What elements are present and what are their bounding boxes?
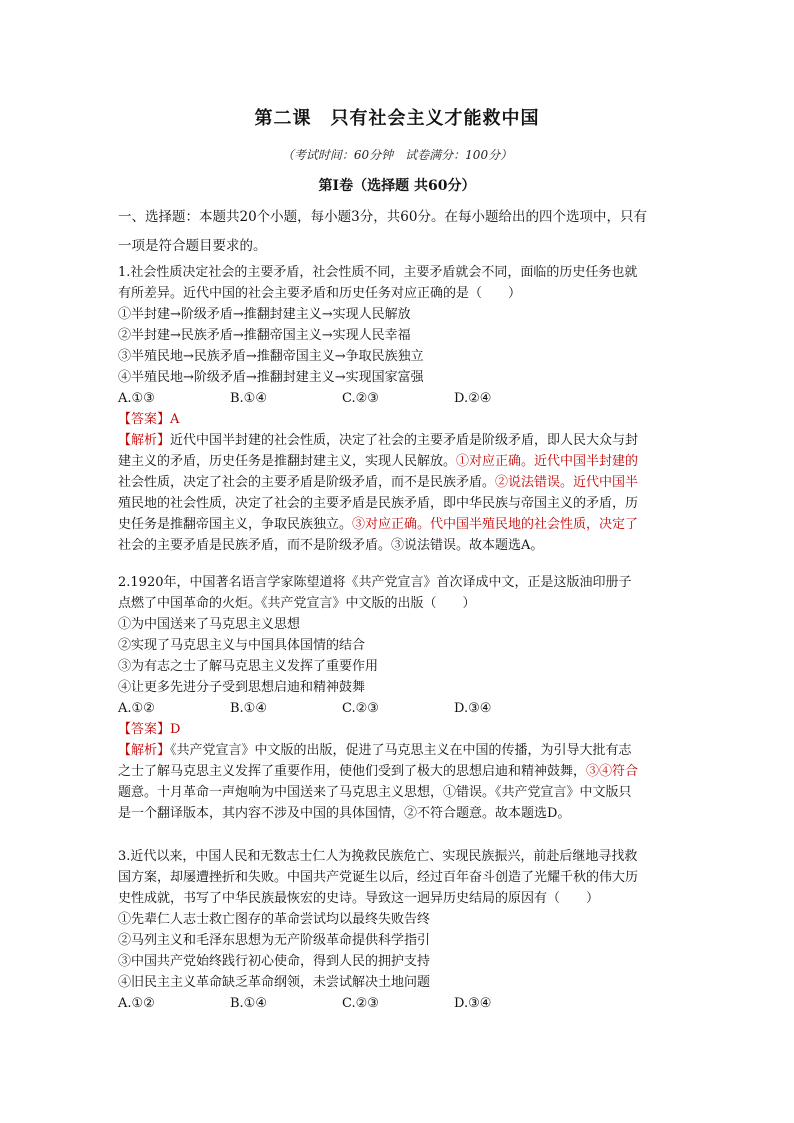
exam-info: （考试时间：60分钟 试卷满分：100分） xyxy=(281,148,513,162)
question-stem: 国方案，却屡遭挫折和失败。中国共产党诞生以后，经过百年奋斗创造了光耀千秋的伟大历 xyxy=(118,870,639,885)
option-d: D.③④ xyxy=(454,996,492,1011)
analysis-line xyxy=(118,740,678,761)
instructions xyxy=(118,203,690,261)
question-item: ③半殖民地→民族矛盾→推翻帝国主义→争取民族独立 xyxy=(118,349,424,364)
question-1 xyxy=(118,262,678,556)
question-3 xyxy=(118,846,678,1014)
question-stem: 2.1920年，中国著名语言学家陈望道将《共产党宣言》首次译成中文，正是这版油印册子 xyxy=(118,575,632,590)
answer: 【答案】A xyxy=(118,412,180,427)
analysis-text: 史任务是推翻帝国主义，争取民族独立。 xyxy=(118,517,353,532)
analysis-text: 题意。十月革命一声炮响为中国送来了马克思主义思想，①错误。《共产党宣言》中文版只 xyxy=(118,785,632,800)
analysis-line xyxy=(118,782,678,803)
analysis-highlight: ②说法错误。近代中国半 xyxy=(495,475,639,490)
question-stem: 3.近代以来，中国人民和无数志士仁人为挽救民族危亡、实现民族振兴，前赴后继地寻找救 xyxy=(118,849,638,864)
analysis-line xyxy=(118,803,678,824)
analysis-text: 殖民地的社会性质，决定了社会的主要矛盾是民族矛盾，即中华民族与帝国主义的矛盾，历 xyxy=(118,496,639,511)
answer: 【答案】D xyxy=(118,722,181,737)
option-b: B.①④ xyxy=(230,701,267,716)
option-b: B.①④ xyxy=(230,996,267,1011)
question-item: ②实现了马克思主义与中国具体国情的结合 xyxy=(118,638,366,653)
option-a: A.①② xyxy=(118,996,155,1011)
question-item: ①半封建→阶级矛盾→推翻封建主义→实现人民解放 xyxy=(118,307,411,322)
analysis-text: 之士了解马克思主义发挥了重要作用，使他们受到了极大的思想启迪和精神鼓舞， xyxy=(118,764,587,779)
option-b: B.①④ xyxy=(230,391,267,406)
question-item: ①为中国送来了马克思主义思想 xyxy=(118,617,301,632)
analysis-line xyxy=(118,472,678,493)
analysis-text: 社会性质，决定了社会的主要矛盾是阶级矛盾，而不是民族矛盾。 xyxy=(118,475,496,490)
analysis-text: 近代中国半封建的社会性质，决定了社会的主要矛盾是阶级矛盾，即人民大众与封 xyxy=(170,433,639,448)
answer-options xyxy=(118,993,678,1014)
question-stem: 点燃了中国革命的火炬。《共产党宣言》中文版的出版（ ） xyxy=(118,596,476,611)
question-stem: 1.社会性质决定社会的主要矛盾，社会性质不同，主要矛盾就会不同，面临的历史任务也就 xyxy=(118,265,638,280)
analysis-highlight: ③④符合 xyxy=(586,764,639,779)
question-item: ④让更多先进分子受到思想启迪和精神鼓舞 xyxy=(118,680,366,695)
question-stem: 史性成就，书写了中华民族最恢宏的史诗。导致这一迥异历史结局的原因有（ ） xyxy=(118,891,600,906)
question-item: ④半殖民地→阶级矛盾→推翻封建主义→实现国家富强 xyxy=(118,370,424,385)
analysis-line xyxy=(118,761,678,782)
analysis-line xyxy=(118,430,678,451)
question-item: ②半封建→民族矛盾→推翻帝国主义→实现人民幸福 xyxy=(118,328,411,343)
question-item: ③为有志之士了解马克思主义发挥了重要作用 xyxy=(118,659,379,674)
analysis-line xyxy=(118,535,678,556)
analysis-highlight: ①对应正确。近代中国半封建的 xyxy=(456,454,639,469)
option-d: D.③④ xyxy=(454,701,492,716)
analysis-label: 【解析】 xyxy=(118,743,171,758)
option-c: C.②③ xyxy=(342,701,379,716)
option-a: A.①③ xyxy=(118,391,155,406)
analysis-text: 是一个翻译版本，其内容不涉及中国的具体国情，②不符合题意。故本题选D。 xyxy=(118,806,571,821)
instruction-line: 一项是符合题目要求的。 xyxy=(118,238,267,254)
answer-options xyxy=(118,698,678,719)
question-item: ②马列主义和毛泽东思想为无产阶级革命提供科学指引 xyxy=(118,933,431,948)
page-title: 第二课 只有社会主义才能救中国 xyxy=(254,108,540,129)
option-a: A.①② xyxy=(118,701,155,716)
analysis-line xyxy=(118,451,678,472)
analysis-text: 建主义的矛盾，历史任务是推翻封建主义，实现人民解放。 xyxy=(118,454,457,469)
analysis-line xyxy=(118,493,678,514)
answer-options xyxy=(118,388,678,409)
question-stem: 有所差异。近代中国的社会主要矛盾和历史任务对应正确的是（ ） xyxy=(118,286,522,301)
instruction-line: 一、选择题：本题共20个小题，每小题3分，共60分。在每小题给出的四个选项中，只有 xyxy=(118,209,647,225)
analysis-label: 【解析】 xyxy=(118,433,171,448)
analysis-text: 社会的主要矛盾是民族矛盾，而不是阶级矛盾。③说法错误。故本题选A。 xyxy=(118,538,544,553)
analysis-highlight: ③对应正确。代中国半殖民地的社会性质，决定了 xyxy=(352,517,639,532)
question-item: ③中国共产党始终践行初心使命，得到人民的拥护支持 xyxy=(118,954,431,969)
option-c: C.②③ xyxy=(342,391,379,406)
option-d: D.②④ xyxy=(454,391,492,406)
question-2 xyxy=(118,572,678,824)
option-c: C.②③ xyxy=(342,996,379,1011)
question-item: ④旧民主主义革命缺乏革命纲领，未尝试解决土地问题 xyxy=(118,975,431,990)
section-heading: 第Ⅰ卷（选择题 共60分） xyxy=(318,178,476,194)
analysis-line xyxy=(118,514,678,535)
analysis-text: 《共产党宣言》中文版的出版，促进了马克思主义在中国的传播，为引导大批有志 xyxy=(170,743,632,758)
question-item: ①先辈仁人志士救亡图存的革命尝试均以最终失败告终 xyxy=(118,912,431,927)
